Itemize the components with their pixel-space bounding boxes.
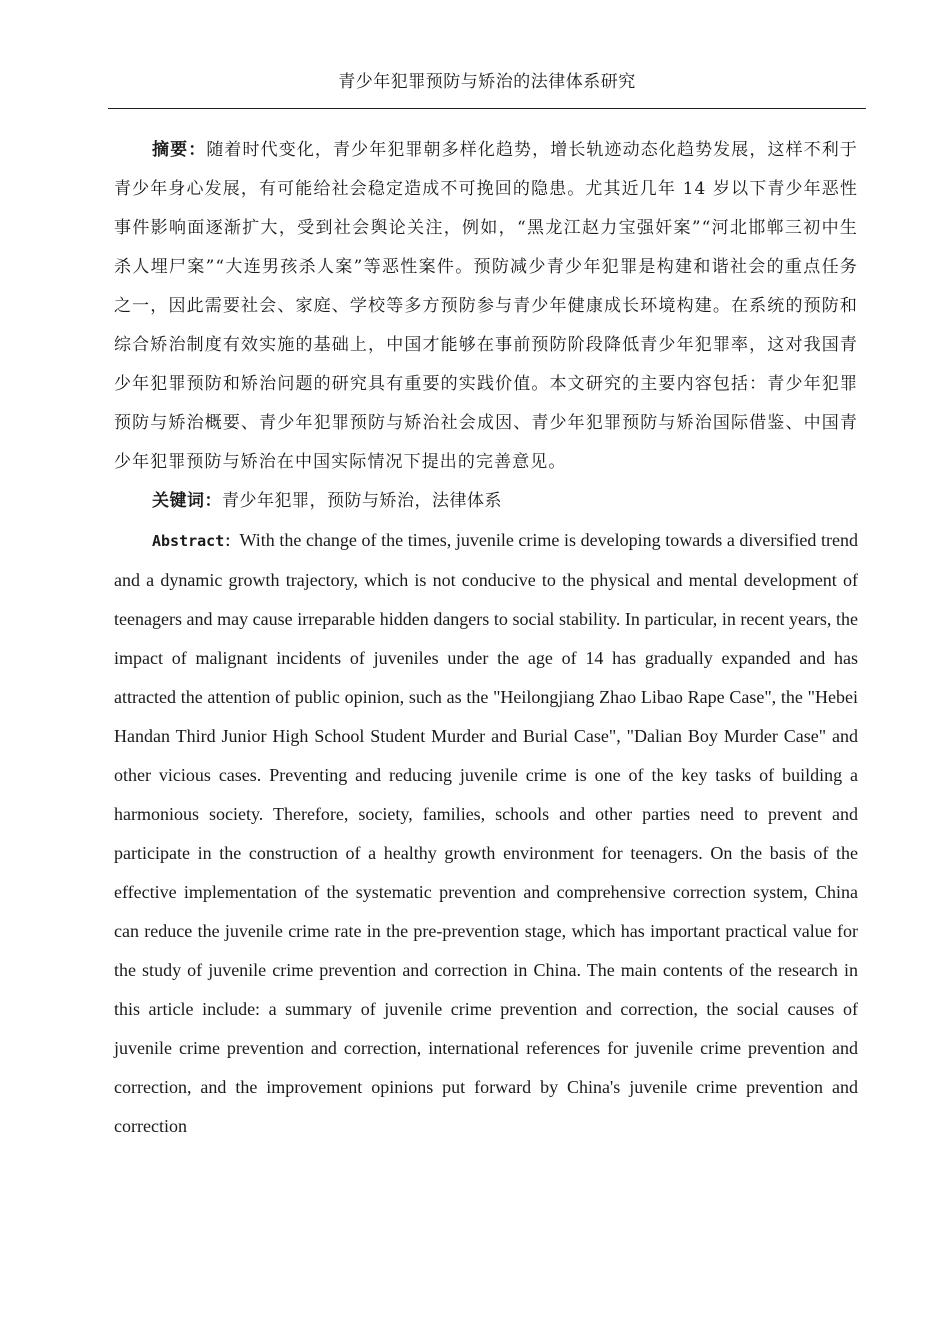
abstract-cn-paragraph xyxy=(114,131,858,482)
running-header: 青少年犯罪预防与矫治的法律体系研究 xyxy=(338,72,636,92)
abstract-en-text: With the change of the times, juvenile crime is developing towards a diversified trend and a dynamic growth trajectory, which is not conducive to the physical and mental development of teenagers and may cause irreparable hidden dangers to social stability. In particular, in recent years, the impact of malignant incidents of juveniles under the age of 14 has gradually expanded and has attracted the attention of public opinion, such as the "Heilongjiang Zhao Libao Rape Case", the "Hebei Handan Third Junior High School Student Murder and Burial Case", "Dalian Boy Murder Case" and other vicious cases. Preventing and reducing juvenile crime is one of the key tasks of building a harmonious society. Therefore, society, families, schools and other parties need to prevent and participate in the construction of a healthy growth environment for teenagers. On the basis of the effective implementation of the systematic prevention and comprehensive correction system, China can reduce the juvenile crime rate in the pre-prevention stage, which has important practical value for the study of juvenile crime prevention and correction in China. The main contents of the research in this article include: a summary of juvenile crime prevention and correction, the social causes of juvenile crime prevention and correction, international references for juvenile crime prevention and correction, and the improvement opinions put forward by China's juvenile crime prevention and correction xyxy=(114,530,858,1136)
keywords-cn-label: 关键词： xyxy=(152,491,222,511)
abstract-en-label: Abstract： xyxy=(152,532,240,550)
abstract-cn-label: 摘要： xyxy=(152,140,207,160)
page-body xyxy=(114,131,858,1146)
abstract-cn-text: 随着时代变化，青少年犯罪朝多样化趋势，增长轨迹动态化趋势发展，这样不利于青少年身心发展，有可能给社会稳定造成不可挽回的隐患。尤其近几年 14 岁以下青少年恶性事件影响面逐渐扩大，受到社会舆论关注，例如，“黑龙江赵力宝强奸案”“河北邯郸三初中生杀人埋尸案”“大连男孩杀人案”等恶性案件。预防减少青少年犯罪是构建和谐社会的重点任务之一，因此需要社会、家庭、学校等多方预防参与青少年健康成长环境构建。在系统的预防和综合矫治制度有效实施的基础上，中国才能够在事前预防阶段降低青少年犯罪率，这对我国青少年犯罪预防和矫治问题的研究具有重要的实践价值。本文研究的主要内容包括：青少年犯罪预防与矫治概要、青少年犯罪预防与矫治社会成因、青少年犯罪预防与矫治国际借鉴、中国青少年犯罪预防与矫治在中国实际情况下提出的完善意见。 xyxy=(114,140,858,472)
keywords-cn-text: 青少年犯罪，预防与矫治，法律体系 xyxy=(222,491,502,511)
keywords-cn-paragraph xyxy=(114,482,858,521)
header-divider xyxy=(108,108,866,109)
abstract-en-paragraph xyxy=(114,521,858,1146)
